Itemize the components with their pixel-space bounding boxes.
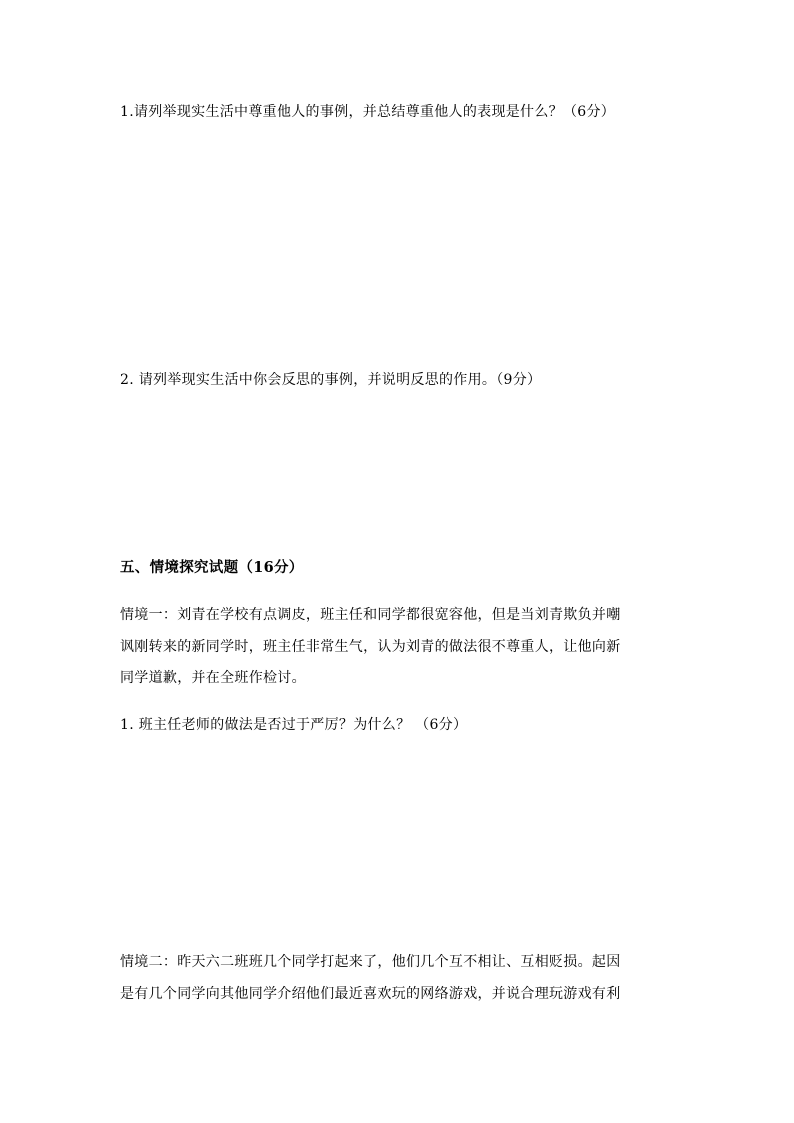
scenario-2-line: 情境二：昨天六二班班几个同学打起来了，他们几个互不相让、互相贬损。起因: [120, 954, 621, 970]
section-5-title: 五、情境探究试题（16分）: [120, 559, 304, 576]
question-2: 2. 请列举现实生活中你会反思的事例，并说明反思的作用。（9分）: [120, 372, 542, 388]
scenario-2-line: 是有几个同学向其他同学介绍他们最近喜欢玩的网络游戏，并说合理玩游戏有利: [120, 986, 621, 1002]
question-1: 1.请列举现实生活中尊重他人的事例，并总结尊重他人的表现是什么？（6分）: [120, 104, 616, 120]
scenario-1-question: 1. 班主任老师的做法是否过于严厉？为什么？ （6分）: [120, 717, 468, 733]
scenario-1-line: 同学道歉，并在全班作检讨。: [120, 670, 306, 686]
scenario-1-line: 情境一：刘青在学校有点调皮，班主任和同学都很宽容他，但是当刘青欺负并嘲: [120, 607, 621, 623]
scenario-1-line: 讽刚转来的新同学时，班主任非常生气，认为刘青的做法很不尊重人，让他向新: [120, 639, 621, 655]
